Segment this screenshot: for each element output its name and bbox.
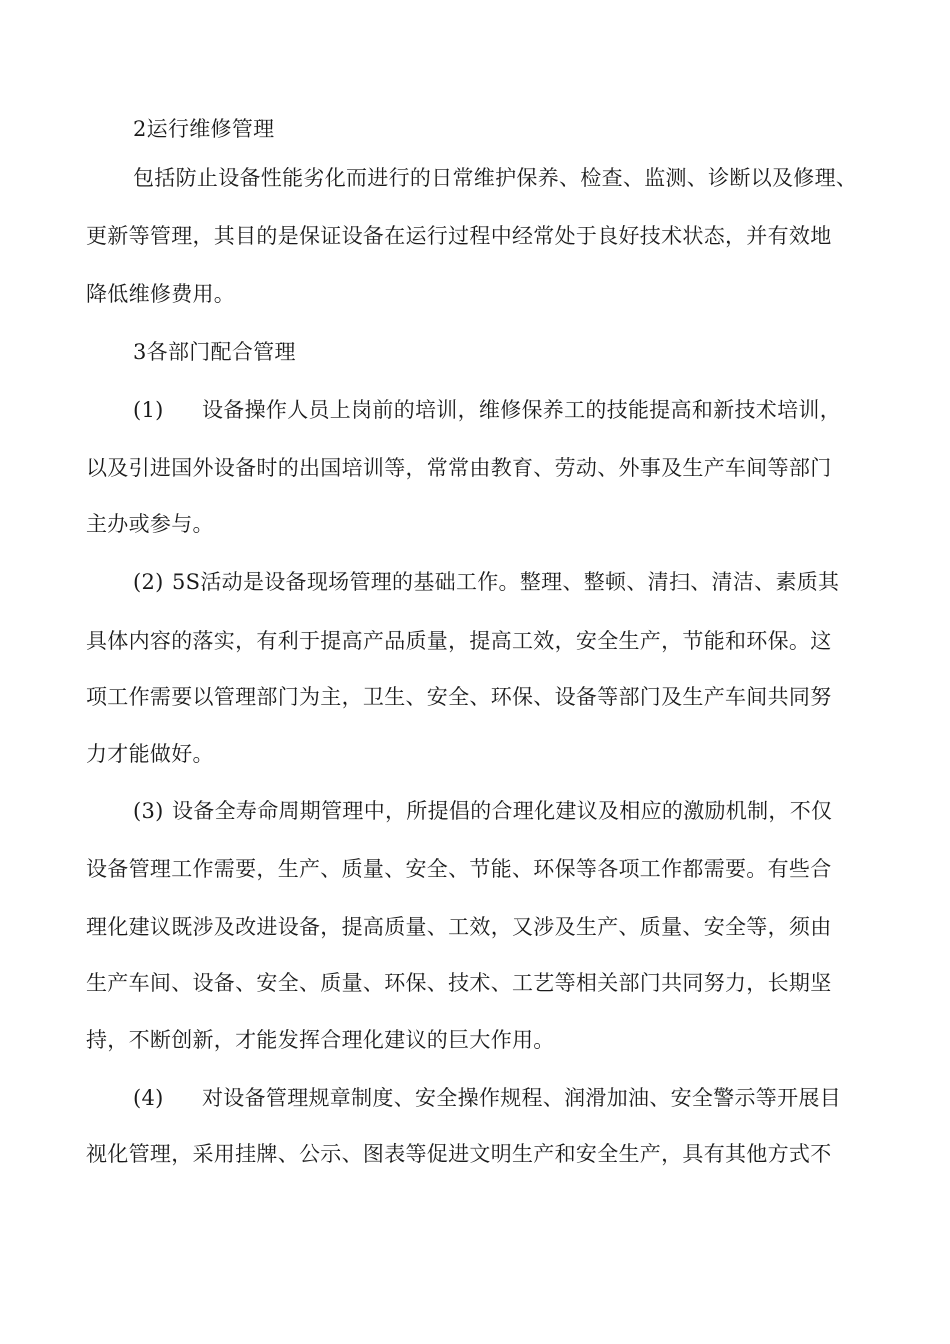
paragraph-line: 降低维修费用。 (86, 282, 236, 306)
paragraph-line: 更新等管理，其目的是保证设备在运行过程中经常处于良好技术状态，并有效地 (86, 224, 832, 248)
item-number: (3) (133, 799, 164, 823)
paragraph-line: 对设备管理规章制度、安全操作规程、润滑加油、安全警示等开展目 (202, 1086, 841, 1110)
paragraph-line: 视化管理，采用挂牌、公示、图表等促进文明生产和安全生产，具有其他方式不 (86, 1142, 832, 1166)
paragraph-line: 主办或参与。 (86, 512, 214, 536)
paragraph-line: 包括防止设备性能劣化而进行的日常维护保养、检查、监测、诊断以及修理、 (133, 166, 858, 190)
item-number: (2) (133, 570, 164, 594)
item-number: (1) (133, 398, 164, 422)
paragraph-line: 设备管理工作需要，生产、质量、安全、节能、环保等各项工作都需要。有些合 (86, 857, 832, 881)
paragraph-line: 设备操作人员上岗前的培训，维修保养工的技能提高和新技术培训， (202, 398, 841, 422)
paragraph-line: 理化建议既涉及改进设备，提高质量、工效，又涉及生产、质量、安全等，须由 (86, 915, 832, 939)
section-heading-3: 3各部门配合管理 (133, 340, 296, 364)
item-number: (4) (133, 1086, 164, 1110)
paragraph-line: 项工作需要以管理部门为主，卫生、安全、环保、设备等部门及生产车间共同努 (86, 685, 832, 709)
paragraph-line: 以及引进国外设备时的出国培训等，常常由教育、劳动、外事及生产车间等部门 (86, 456, 832, 480)
paragraph-line: 持，不断创新，才能发挥合理化建议的巨大作用。 (86, 1028, 555, 1052)
paragraph-line: 生产车间、设备、安全、质量、环保、技术、工艺等相关部门共同努力，长期坚 (86, 971, 832, 995)
paragraph-line: 设备全寿命周期管理中，所提倡的合理化建议及相应的激励机制，不仅 (172, 799, 833, 823)
section-heading-2: 2运行维修管理 (133, 117, 275, 141)
paragraph-line: 具体内容的落实，有利于提高产品质量，提高工效，安全生产，节能和环保。这 (86, 629, 832, 653)
paragraph-line: 力才能做好。 (86, 742, 214, 766)
paragraph-line: 5S活动是设备现场管理的基础工作。整理、整顿、清扫、清洁、素质其 (172, 570, 840, 594)
